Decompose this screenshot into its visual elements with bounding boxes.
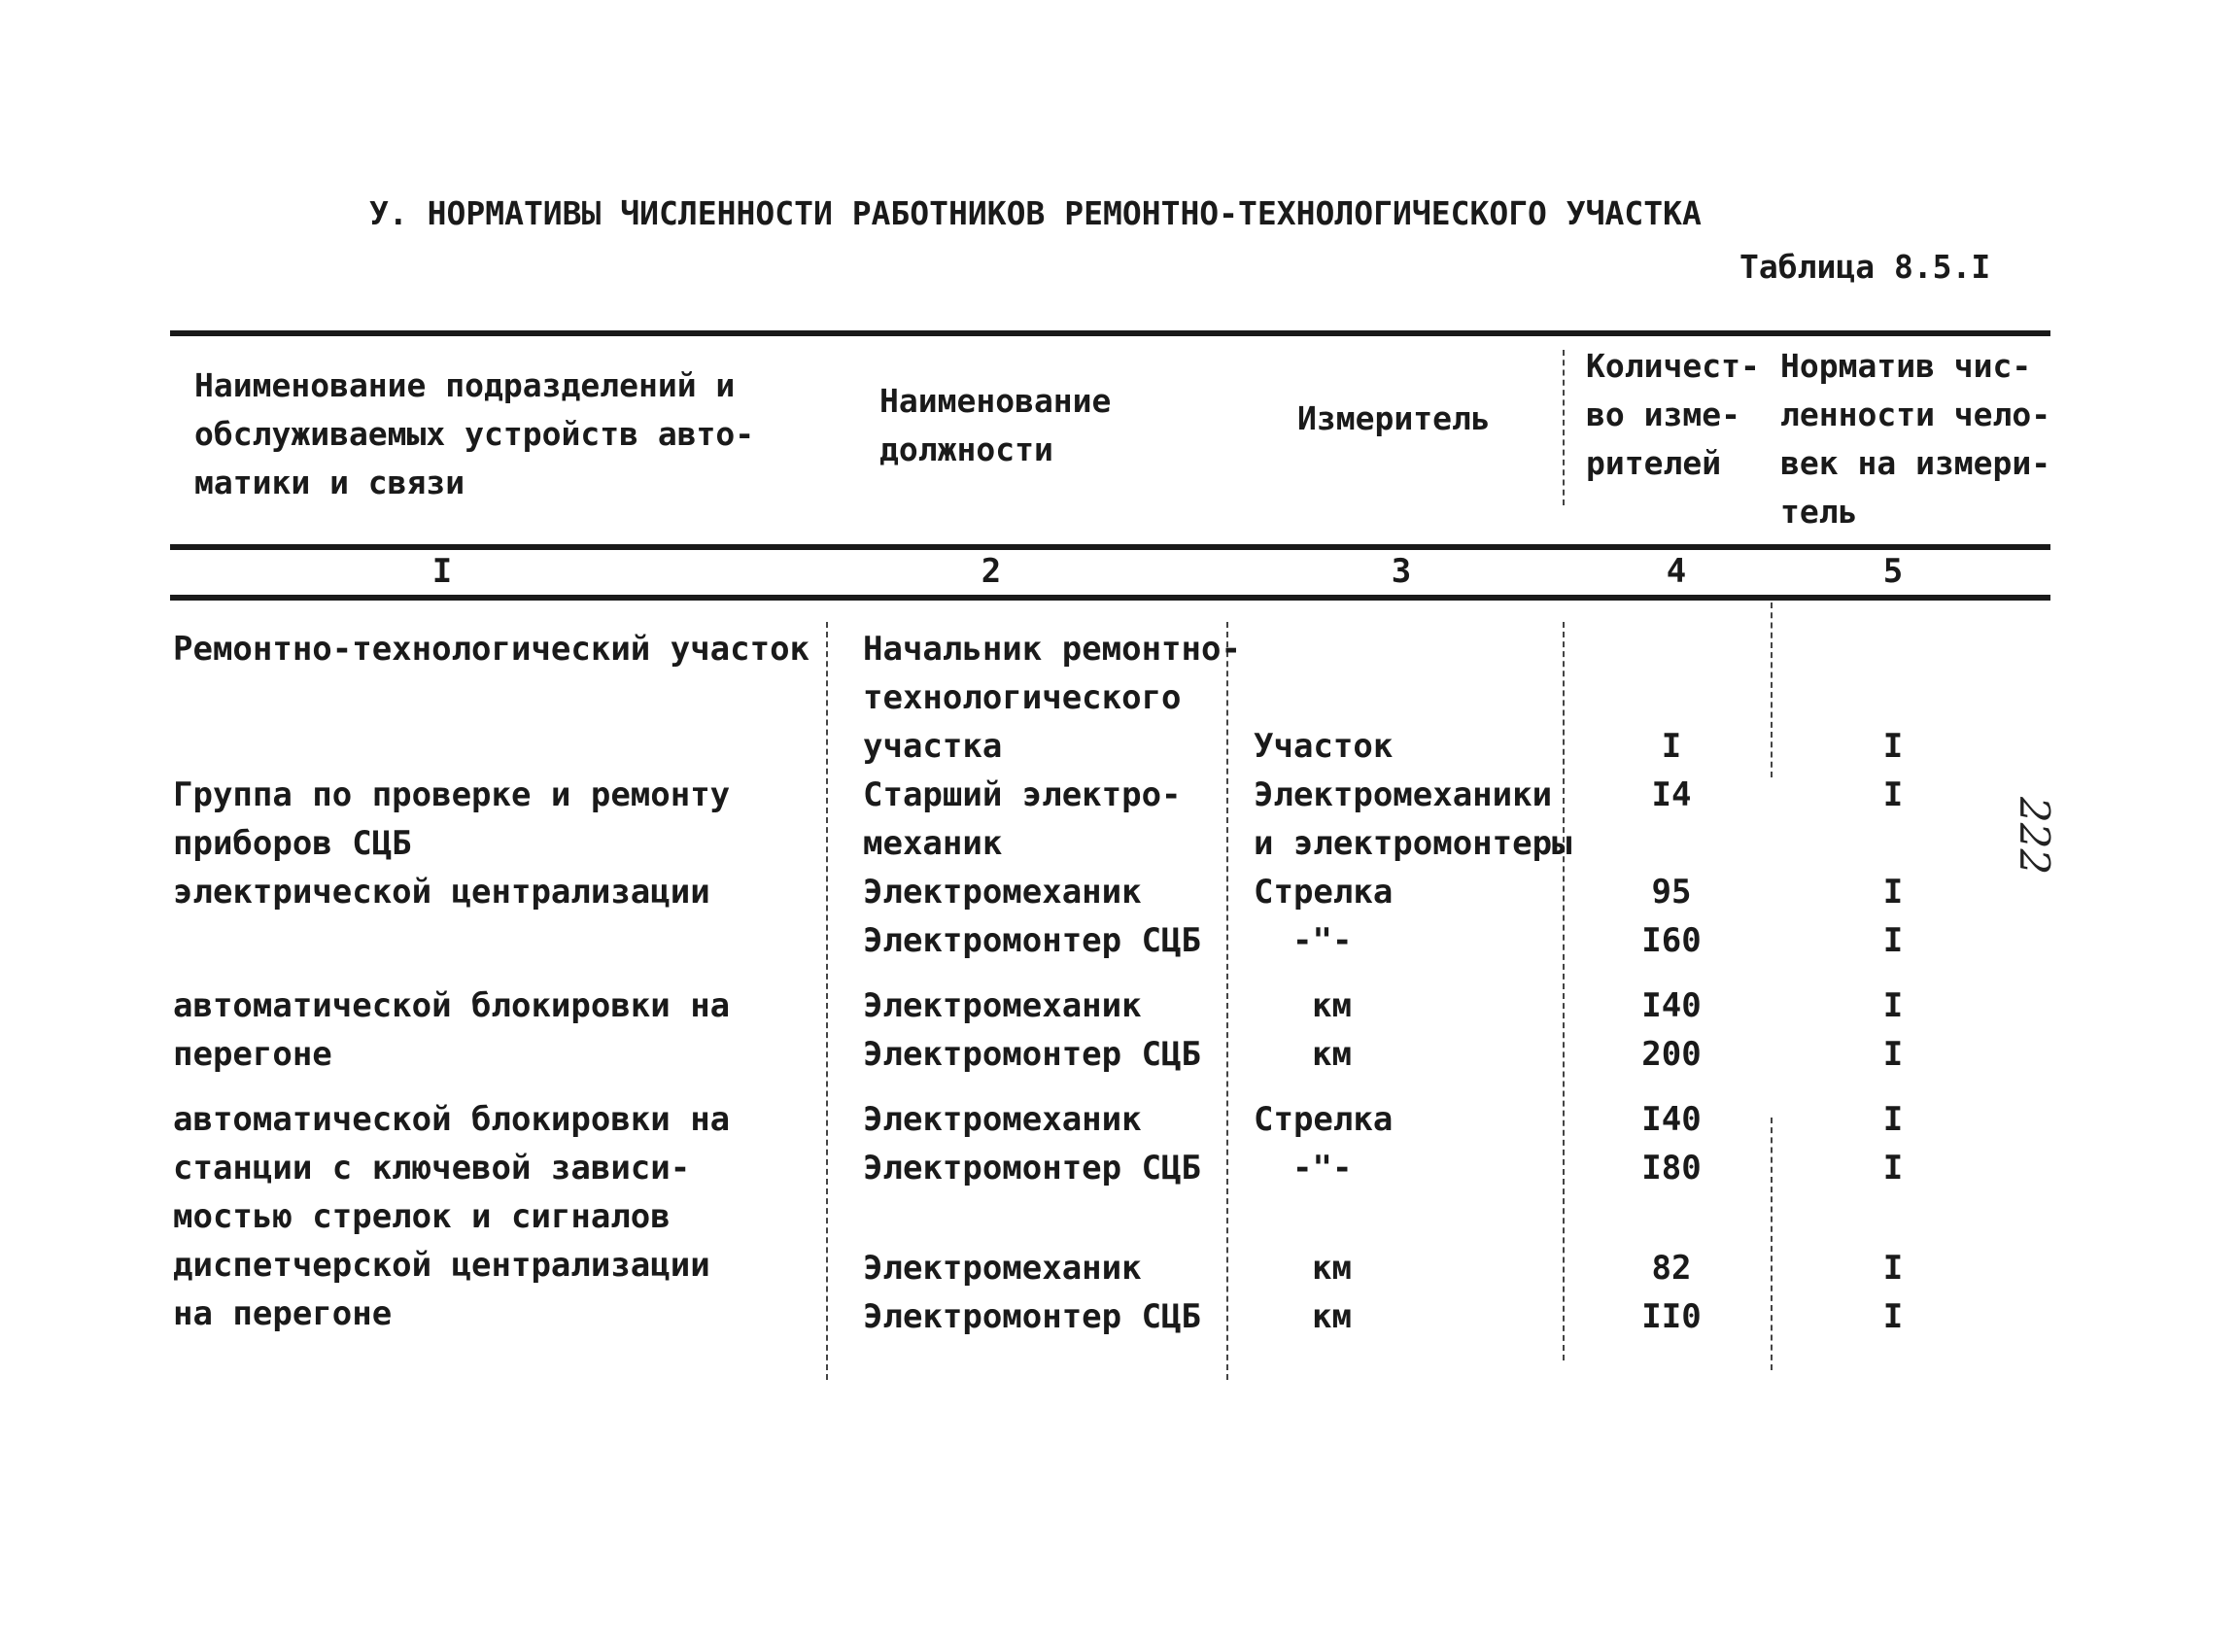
table-cell-count: 95 (1651, 873, 1692, 912)
page-title: У. НОРМАТИВЫ ЧИСЛЕННОСТИ РАБОТНИКОВ РЕМОНТНО-ТЕХНОЛОГИЧЕСКОГО УЧАСТКА (369, 194, 1702, 232)
table-cell-unit: Участок (1254, 727, 1394, 766)
column-number: I (431, 552, 453, 591)
column-number: 4 (1666, 552, 1687, 591)
table-cell-position: Электромеханик (863, 873, 1142, 912)
table-cell-count: I40 (1641, 1100, 1702, 1139)
table-cell-count: I4 (1651, 775, 1692, 814)
header-norm: Норматив чис- ленности чело- век на измери- тель (1780, 347, 2051, 531)
table-cell-division: электрической централизации (173, 873, 710, 912)
table-cell-count: 82 (1651, 1249, 1692, 1288)
table-cell-unit: Стрелка (1254, 1100, 1394, 1139)
header-division: Наименование подразделений и обслуживаемых устройств авто- матики и связи (194, 366, 755, 501)
table-cell-norm: I (1882, 1149, 1904, 1187)
table-cell-norm: I (1882, 1297, 1904, 1336)
table-cell-norm: I (1882, 727, 1904, 766)
table-cell-unit: -"- (1292, 1149, 1353, 1187)
table-cell-count: II0 (1641, 1297, 1702, 1336)
table-top-rule (170, 330, 2050, 336)
table-caption: Таблица 8.5.I (1739, 248, 1991, 286)
header-bottom-rule (170, 544, 2050, 550)
table-cell-position: Электромонтер СЦБ (863, 1035, 1201, 1074)
header-unit: Измеритель (1297, 399, 1491, 437)
column-divider-1 (826, 622, 828, 1380)
header-count: Количест- во изме- рителей (1586, 347, 1760, 482)
table-cell-position: Электромонтер СЦБ (863, 1297, 1201, 1336)
table-cell-division: Ремонтно-технологический участок (173, 630, 810, 669)
table-cell-count: I (1661, 727, 1682, 766)
column-divider-3b (1563, 622, 1565, 1360)
table-cell-division: автоматической блокировки на станции с ключевой зависи- мостью стрелок и сигналов (173, 1100, 731, 1236)
table-cell-count: I60 (1641, 921, 1702, 960)
column-number: 5 (1882, 552, 1904, 591)
table-cell-unit: км (1312, 986, 1352, 1025)
table-cell-division: автоматической блокировки на перегоне (173, 986, 731, 1074)
table-cell-norm: I (1882, 1035, 1904, 1074)
table-cell-norm: I (1882, 775, 1904, 814)
column-divider-3 (1563, 350, 1565, 505)
table-cell-count: I80 (1641, 1149, 1702, 1187)
table-cell-position: Электромонтер СЦБ (863, 921, 1201, 960)
table-cell-norm: I (1882, 1100, 1904, 1139)
page-number-mark: 222 (2011, 797, 2058, 876)
table-cell-norm: I (1882, 873, 1904, 912)
column-number: 3 (1391, 552, 1412, 591)
column-divider-4 (1771, 602, 1773, 777)
numbers-bottom-rule (170, 595, 2050, 601)
table-cell-position: Электромеханик (863, 1249, 1142, 1288)
table-cell-norm: I (1882, 1249, 1904, 1288)
table-cell-position: Электромеханик (863, 1100, 1142, 1139)
header-position: Наименование должности (879, 382, 1112, 468)
table-cell-division: Группа по проверке и ремонту приборов СЦБ (173, 775, 731, 863)
table-cell-unit: км (1312, 1297, 1352, 1336)
column-divider-4b (1771, 1118, 1773, 1370)
table-cell-position: Электромонтер СЦБ (863, 1149, 1201, 1187)
table-cell-count: I40 (1641, 986, 1702, 1025)
table-cell-position: Старший электро- механик (863, 775, 1182, 863)
table-cell-count: 200 (1641, 1035, 1702, 1074)
column-number: 2 (981, 552, 1002, 591)
table-cell-unit: Электромеханики и электромонтеры (1254, 775, 1572, 863)
table-cell-unit: км (1312, 1035, 1352, 1074)
table-cell-unit: Стрелка (1254, 873, 1394, 912)
table-cell-norm: I (1882, 986, 1904, 1025)
table-cell-norm: I (1882, 921, 1904, 960)
table-cell-unit: км (1312, 1249, 1352, 1288)
table-cell-unit: -"- (1292, 921, 1353, 960)
table-cell-division: диспетчерской централизации на перегоне (173, 1246, 710, 1333)
table-cell-position: Электромеханик (863, 986, 1142, 1025)
table-cell-position: Начальник ремонтно- технологического участка (863, 630, 1241, 766)
